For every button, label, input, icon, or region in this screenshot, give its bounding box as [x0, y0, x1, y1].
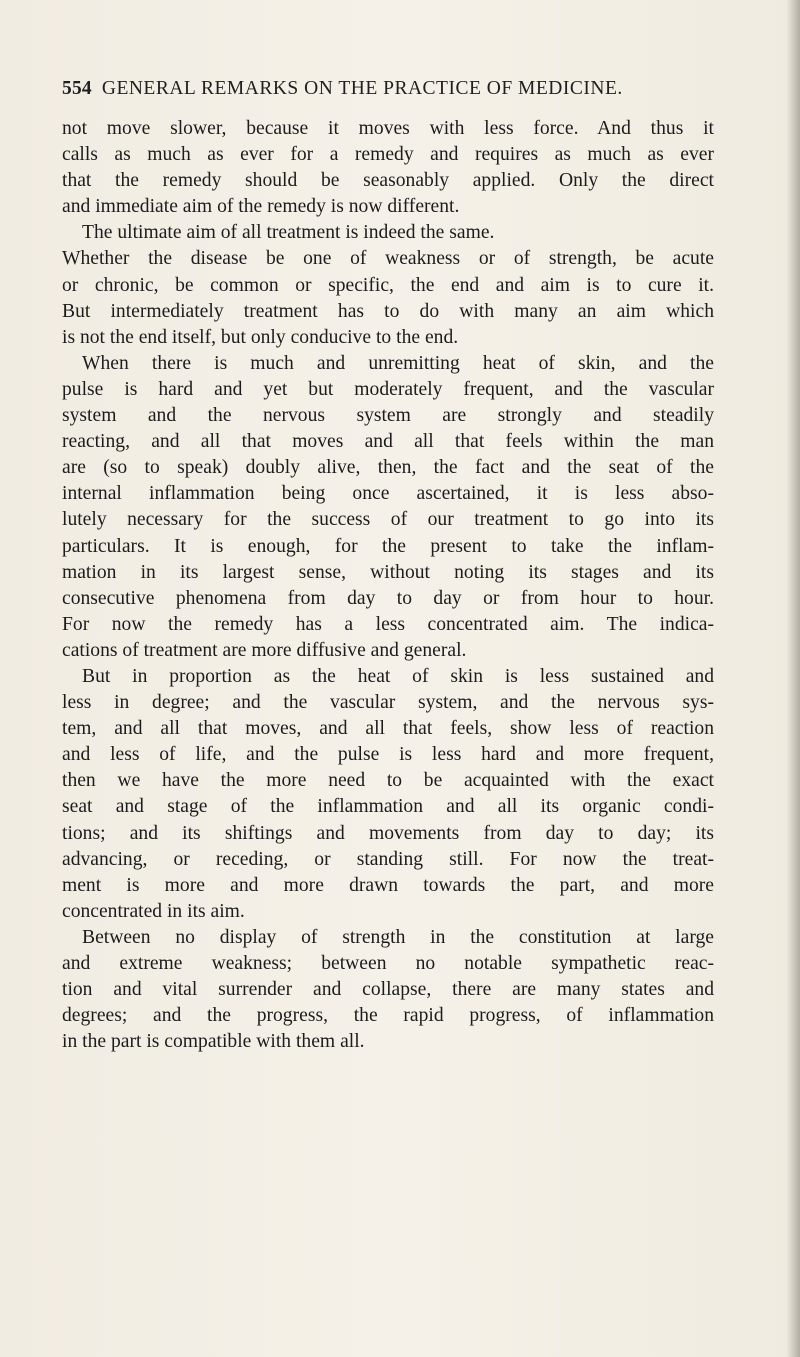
page-edge-shadow — [786, 0, 800, 1357]
paragraph — [62, 220, 714, 350]
paragraph — [62, 351, 714, 664]
text-line: in the part is compatible with them all. — [62, 1031, 365, 1053]
text-line: or chronic, be common or specific, the end and aim is to cure it. — [62, 274, 714, 296]
text-line: and less of life, and the pulse is less hard and more frequent, — [62, 744, 714, 766]
paragraph — [62, 116, 714, 220]
text-line: advancing, or receding, or standing still. For now the treat- — [62, 848, 714, 870]
page-number: 554 — [62, 78, 92, 99]
text-line: reacting, and all that moves and all that feels within the man — [62, 431, 714, 453]
text-line: When there is much and unremitting heat of skin, and the — [82, 352, 714, 374]
text-line: pulse is hard and yet but moderately frequent, and the vascular — [62, 378, 714, 400]
text-line: ment is more and more drawn towards the part, and more — [62, 874, 714, 896]
text-line: tions; and its shiftings and movements from day to day; its — [62, 822, 714, 844]
text-line: But intermediately treatment has to do with many an aim which — [62, 300, 714, 322]
text-line: concentrated in its aim. — [62, 900, 245, 922]
text-line: less in degree; and the vascular system, and the nervous sys- — [62, 692, 714, 714]
text-line: lutely necessary for the success of our treatment to go into its — [62, 509, 714, 531]
text-line: Between no display of strength in the constitution at large — [82, 926, 714, 948]
text-line: internal inflammation being once ascertained, it is less abso- — [62, 483, 714, 505]
text-line: calls as much as ever for a remedy and requires as much as ever — [62, 144, 714, 166]
running-head — [62, 78, 712, 100]
paragraph — [62, 664, 714, 925]
text-line: not move slower, because it moves with less force. And thus it — [62, 118, 714, 139]
text-line: then we have the more need to be acquainted with the exact — [62, 770, 714, 792]
text-line: seat and stage of the inflammation and all its organic condi- — [62, 796, 714, 818]
text-line: that the remedy should be seasonably applied. Only the direct — [62, 170, 714, 192]
text-line: degrees; and the progress, the rapid progress, of inflammation — [62, 1005, 714, 1027]
text-line: tem, and all that moves, and all that feels, show less of reaction — [62, 718, 714, 740]
text-line: is not the end itself, but only conducive to the end. — [62, 326, 459, 348]
text-line: tion and vital surrender and collapse, there are many states and — [62, 979, 714, 1001]
paragraph — [62, 925, 714, 1055]
text-line: system and the nervous system are strongly and steadily — [62, 405, 714, 427]
text-line: and extreme weakness; between no notable sympathetic reac- — [62, 953, 714, 974]
body-text — [62, 116, 714, 1055]
text-line: cations of treatment are more diffusive and general. — [62, 639, 467, 661]
text-line: consecutive phenomena from day to day or from hour to hour. — [62, 587, 714, 609]
text-line: But in proportion as the heat of skin is less sustained and — [82, 665, 714, 687]
text-line: and immediate aim of the remedy is now different. — [62, 196, 460, 218]
text-line: For now the remedy has a less concentrated aim. The indica- — [62, 613, 714, 635]
text-line: Whether the disease be one of weakness or of strength, be acute — [62, 248, 714, 270]
text-line: The ultimate aim of all treatment is indeed the same. — [82, 222, 495, 244]
text-line: particulars. It is enough, for the present to take the inflam- — [62, 535, 714, 557]
running-title: GENERAL REMARKS ON THE PRACTICE OF MEDICINE. — [101, 78, 623, 99]
text-line: are (so to speak) doubly alive, then, the fact and the seat of the — [62, 457, 714, 479]
text-line: mation in its largest sense, without noting its stages and its — [62, 561, 714, 583]
